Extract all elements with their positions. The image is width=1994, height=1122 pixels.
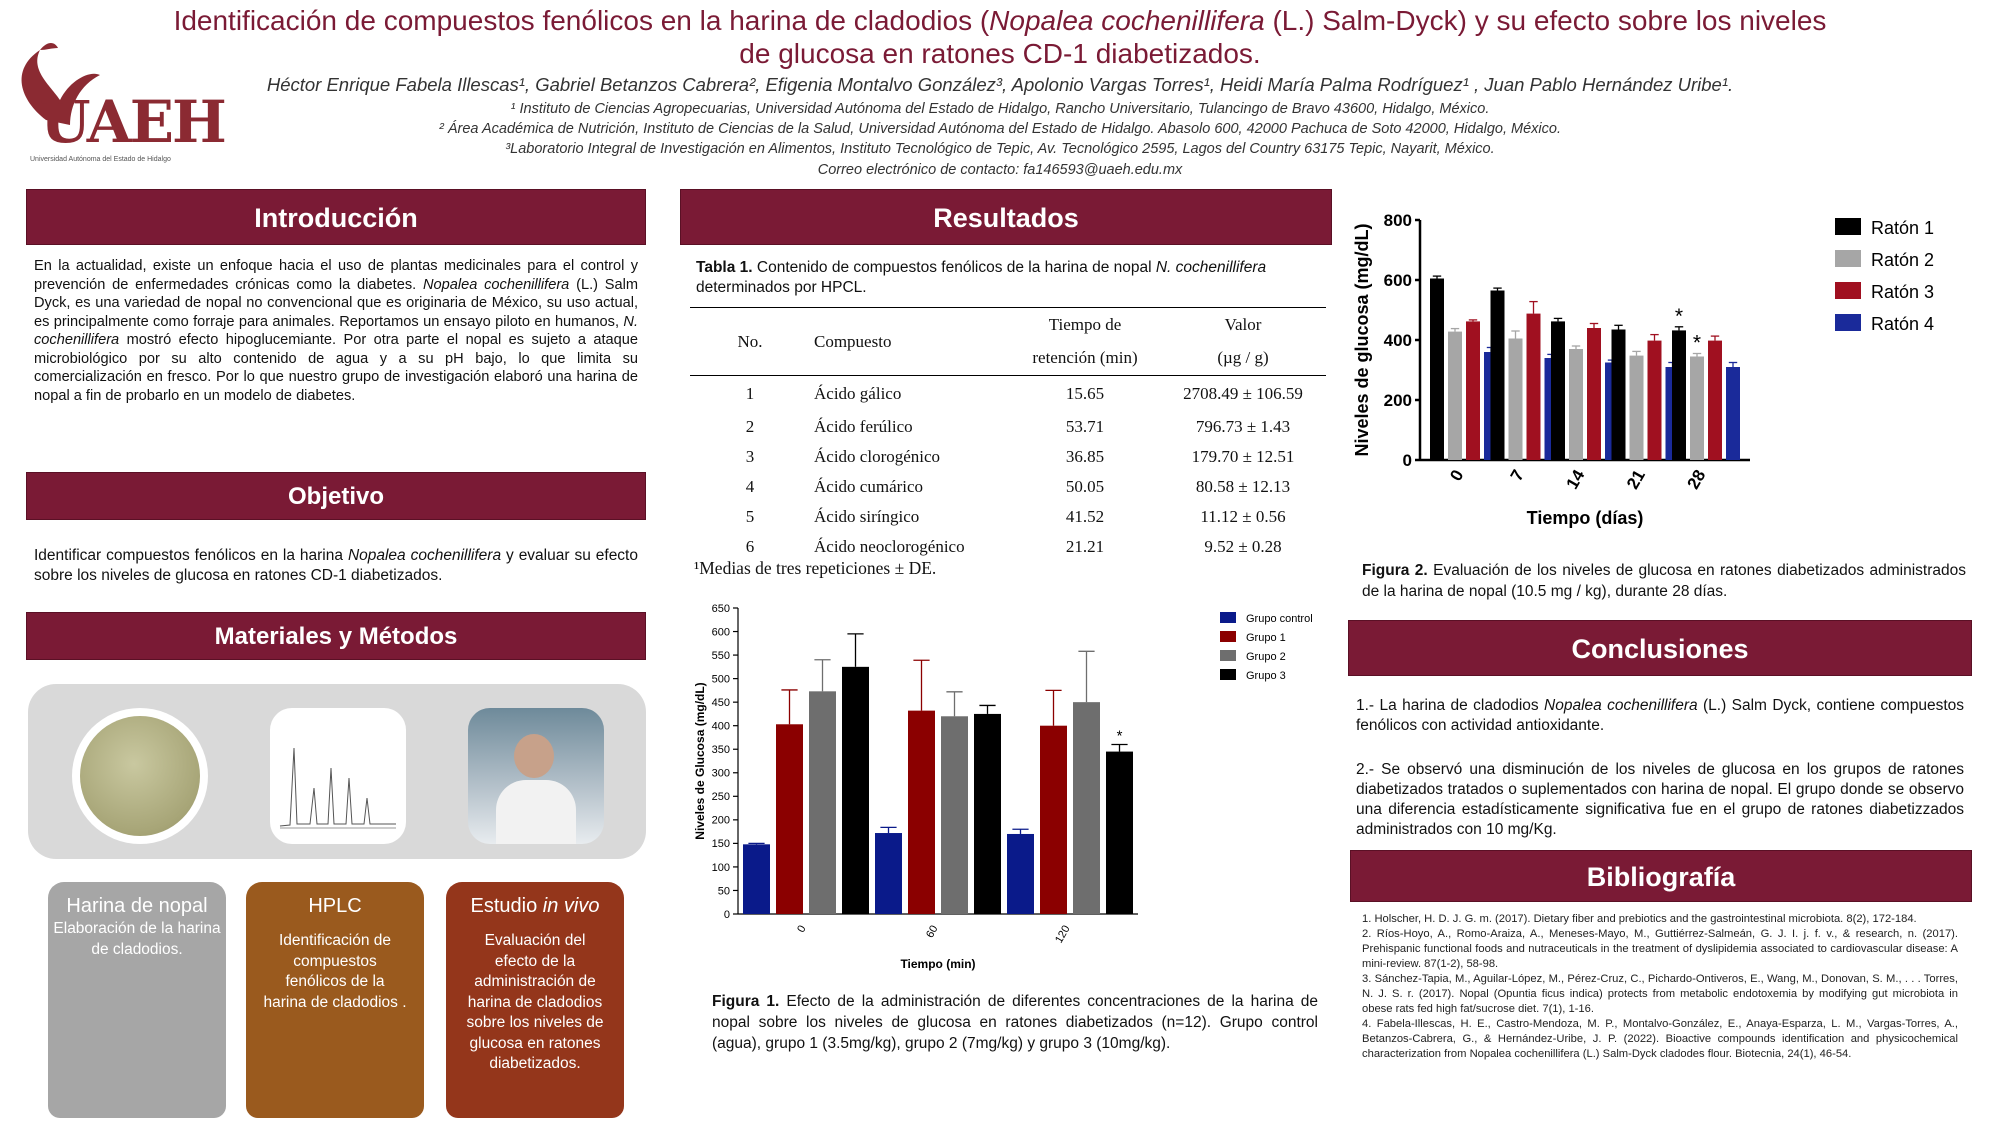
- legend-swatch: [1220, 650, 1236, 661]
- legend-label: Ratón 2: [1871, 250, 1935, 270]
- poster-title: [120, 4, 1880, 70]
- card-text: Identificación de compuestos fenólicos de la harina de cladodios .: [263, 932, 407, 1011]
- figure-1-caption-text: Efecto de la administración de diferentes concentraciones de la harina de nopal sobre los niveles de glucosa en ratones diabetizados (n=12). Grupo control (agua), grupo 1 (3.5mg/kg), grupo 2 (7mg/kg) y grupo 3 (10mg/kg).: [712, 993, 1318, 1052]
- table-footnote: ¹Medias de tres repeticiones ± DE.: [694, 558, 937, 578]
- y-tick-label: 500: [711, 673, 730, 686]
- intro-species-short: N. cochenillifera: [34, 313, 638, 348]
- th-valor-1: Valor: [1224, 314, 1262, 334]
- legend-swatch: [1220, 612, 1236, 623]
- legend-label: Grupo control: [1246, 613, 1313, 625]
- card-text: Evaluación del efecto de la administración de harina de cladodios sobre los niveles de glucosa en ratones diabetizados.: [466, 932, 604, 1072]
- contact-email: Correo electrónico de contacto: fa146593@uaeh.edu.mx: [817, 162, 1183, 178]
- bar: [1448, 332, 1462, 460]
- bar: [1612, 330, 1626, 461]
- table-cell-valor: 796.73 ± 1.43: [1195, 416, 1291, 436]
- bar: [1690, 357, 1704, 461]
- legend-swatch: [1220, 631, 1236, 642]
- x-axis-label: Tiempo (min): [900, 957, 976, 971]
- card-title: [446, 882, 624, 919]
- table-caption: [696, 258, 1316, 298]
- logo-wordmark: UAEH: [40, 88, 225, 156]
- th-compuesto: Compuesto: [814, 331, 892, 351]
- researcher-coat: [496, 780, 576, 844]
- table-cell-tiempo: 15.65: [1065, 383, 1105, 403]
- table-caption-text: Contenido de compuestos fenólicos de la harina de nopal: [752, 259, 1156, 276]
- bar: [1527, 314, 1541, 460]
- x-tick-label: 14: [1562, 466, 1589, 493]
- table-cell-compuesto: Ácido neoclorogénico: [814, 536, 965, 556]
- legend-label: Ratón 4: [1871, 314, 1935, 334]
- bar: [1106, 752, 1133, 914]
- affiliation-3: ³Laboratorio Integral de Investigación en Alimentos, Instituto Tecnológico de Tepic, Av. Tecnológico 2595, Lagos del Country 63175 Tepic, Nayarit, México.: [505, 141, 1495, 157]
- legend-swatch: [1835, 250, 1861, 267]
- legend-swatch: [1835, 314, 1861, 331]
- table-caption-species: N. cochenillifera: [1155, 259, 1267, 276]
- card-text: Elaboración de la harina de cladodios.: [53, 920, 221, 958]
- bar: [1430, 279, 1444, 461]
- bar: [809, 691, 836, 914]
- y-tick-label: 0: [1402, 450, 1412, 470]
- bar: [1726, 367, 1740, 460]
- objetivo-species: Nopalea cochenillifera: [347, 547, 502, 564]
- authors: Héctor Enrique Fabela Illescas¹, Gabriel Betanzos Cabrera², Efigenia Montalvo González³, Apolonio Vargas Torres¹, Heidi María Palma Rodríguez¹ , Juan Pablo Hernández Uribe¹.: [266, 74, 1734, 95]
- bar: [1040, 726, 1067, 914]
- y-tick-label: 0: [723, 908, 730, 921]
- th-tiempo-2: retención (min): [1032, 348, 1138, 368]
- legend-label: Grupo 3: [1246, 670, 1286, 682]
- bar: [875, 833, 902, 914]
- metodos-image-strip: [28, 684, 646, 859]
- conclusion-1: [1356, 696, 1964, 736]
- logo-caption: Universidad Autónoma del Estado de Hidalgo: [30, 156, 171, 163]
- y-tick-label: 600: [1383, 270, 1412, 290]
- title-species: Nopalea cochenillifera: [989, 5, 1265, 36]
- card-title-a: Estudio: [470, 895, 543, 917]
- legend-swatch: [1220, 669, 1236, 680]
- y-tick-label: 400: [711, 720, 730, 733]
- researcher-head: [514, 734, 554, 778]
- y-tick-label: 150: [711, 838, 730, 851]
- flour-photo-frame: [72, 708, 208, 844]
- title-part-2: (L.) Salm-Dyck) y su efecto sobre los niveles: [1264, 5, 1827, 36]
- x-axis-label: Tiempo (días): [1526, 508, 1644, 528]
- reference-item: 2. Ríos-Hoyo, A., Romo-Araiza, A., Meneses-Mayo, M., Guttiérrez-Salmeán, G. J. I. j. f. v., & research, n. (2017). Prehispanic functional foods and nutraceuticals in the treatment of dyslipidemia associated to cardiovascular disease: A mini-review. 87(1-2), 58-98.: [1362, 928, 1958, 970]
- bar: [1551, 321, 1565, 460]
- bar: [1672, 330, 1686, 460]
- figure-1-caption-bold: Figura 1.: [712, 993, 780, 1010]
- phenolics-table: [690, 307, 1326, 562]
- card-title: HPLC: [308, 895, 362, 917]
- x-tick-label: 21: [1623, 466, 1649, 493]
- y-tick-label: 400: [1383, 330, 1412, 350]
- x-tick-label: 0: [1446, 466, 1468, 485]
- table-cell-compuesto: Ácido clorogénico: [814, 446, 941, 466]
- metodos-banner: Materiales y Métodos: [26, 612, 646, 660]
- figure-1-caption: [712, 991, 1318, 1054]
- nopal-flour-photo: [80, 716, 200, 836]
- bar: [1466, 321, 1480, 460]
- objetivo-p2: y evaluar su efecto sobre los niveles de glucosa en ratones CD-1 diabetizados.: [34, 547, 638, 584]
- th-valor-2: (µg / g): [1217, 348, 1269, 368]
- bar: [776, 724, 803, 914]
- bar: [1648, 341, 1662, 460]
- figure-2-caption-text: Evaluación de los niveles de glucosa en ratones diabetizados administrados de la harina de nopal (10.5 mg / kg), durante 28 días.: [1362, 562, 1966, 600]
- card-title-b: in vivo: [542, 895, 600, 917]
- table-cell-tiempo: 41.52: [1065, 506, 1105, 526]
- y-tick-label: 200: [1383, 390, 1412, 410]
- table-cell-no: 3: [745, 446, 755, 466]
- table-cell-valor: 179.70 ± 12.51: [1191, 446, 1295, 466]
- y-tick-label: 800: [1383, 210, 1412, 230]
- intro-species: Nopalea cochenillifera: [422, 276, 570, 293]
- bar: [941, 716, 968, 914]
- intro-p1: En la actualidad, existe un enfoque hacia el uso de plantas medicinales para el control y prevención de enfermedades crónicas como la diabetes.: [34, 258, 638, 293]
- table-row: [690, 472, 1326, 502]
- legend-swatch: [1835, 218, 1861, 235]
- y-tick-label: 350: [711, 744, 730, 757]
- table-cell-valor: 80.58 ± 12.13: [1195, 476, 1291, 496]
- bar: [1073, 702, 1100, 914]
- hplc-chromatogram-image: [270, 708, 406, 844]
- table-cell-compuesto: Ácido ferúlico: [814, 416, 913, 436]
- table-cell-no: 5: [745, 506, 755, 526]
- conclusion-2: 2.- Se observó una disminución de los niveles de glucosa en los grupos de ratones diabetizados tratados o suplementados con harina de nopal. El grupo donde se observo una diferencia estadísticamente significativa fue en el grupo de ratones diabetizzados administrados con 10 mg/Kg.: [1356, 761, 1964, 838]
- figure-2-caption: [1362, 560, 1966, 602]
- method-card-in-vivo: [446, 882, 624, 1118]
- intro-p3: mostró efecto hipoglucemiante. Por otra parte el nopal es sujeto a ataque microbiológico por su alto contenido de agua y a su pH bajo, lo que limita su comercialización en fresco. Por lo que nuestro grupo de investigación elaboró una harina de nopal a fin de probarlo en un modelo de diabetes.: [34, 332, 638, 404]
- table-caption-bold: Tabla 1.: [696, 259, 753, 276]
- conclusion-1-b: (L.) Salm Dyck, contiene compuestos fenólicos con actividad antioxidante.: [1356, 697, 1964, 734]
- y-tick-label: 300: [711, 767, 730, 780]
- table-cell-no: 1: [745, 383, 755, 403]
- significance-marker: *: [1692, 331, 1702, 355]
- y-tick-label: 600: [711, 626, 730, 639]
- y-axis-label: Niveles de Glucosa (mg/dL): [693, 682, 707, 840]
- legend-label: Ratón 1: [1871, 218, 1935, 238]
- table-cell-valor: 2708.49 ± 106.59: [1183, 383, 1303, 403]
- table-row: [690, 412, 1326, 442]
- x-tick-label: 28: [1683, 466, 1710, 493]
- bar: [1569, 349, 1583, 460]
- legend-swatch: [1835, 282, 1861, 299]
- card-title: Harina de nopal: [66, 895, 208, 917]
- figure-2-chart: [1350, 198, 1980, 550]
- figure-2-caption-bold: Figura 2.: [1362, 562, 1428, 579]
- table-cell-tiempo: 50.05: [1065, 476, 1105, 496]
- x-tick-label: 120: [1053, 923, 1073, 946]
- significance-marker: *: [1674, 304, 1684, 328]
- chromatogram-icon: [270, 708, 406, 844]
- bar: [1587, 328, 1601, 460]
- title-line-2: de glucosa en ratones CD-1 diabetizados.: [739, 38, 1261, 69]
- reference-item: 4. Fabela-Illescas, H. E., Castro-Mendoza, M. P., Montalvo-González, E., Anaya-Esparza, L. M., Vargas-Torres, A., Betanzos-Cabrera, G., & Hernández-Uribe, J. P. (2022). Bioactive compounds identification and physicochemical characterization from Nopalea cochenillifera (L.) Salm-Dyck cladodes flour. Biotecnia, 24(1), 46-54.: [1362, 1018, 1958, 1060]
- conclusion-1-species: Nopalea cochenillifera: [1544, 697, 1698, 714]
- affiliation-1: ¹ Instituto de Ciencias Agropecuarias, Universidad Autónoma del Estado de Hidalgo, Rancho Universitario, Tulancingo de Bravo 43600, Hidalgo, México.: [510, 101, 1490, 117]
- bar: [842, 667, 869, 914]
- conclusion-1-a: 1.- La harina de cladodios: [1356, 697, 1545, 714]
- bar: [743, 844, 770, 914]
- lab-researcher-photo: [468, 708, 604, 844]
- th-no: No.: [737, 331, 763, 351]
- method-card-hplc: [246, 882, 424, 1118]
- bar: [974, 714, 1001, 914]
- significance-marker: *: [1116, 727, 1123, 745]
- y-tick-label: 450: [711, 697, 730, 710]
- th-tiempo-1: Tiempo de: [1048, 314, 1122, 334]
- figure-1-chart: [690, 598, 1335, 988]
- table-body: [690, 376, 1326, 562]
- affiliation-2: ² Área Académica de Nutrición, Instituto de Ciencias de la Salud, Universidad Autónoma del Estado de Hidalgo. Abasolo 600, 42000 Pachuca de Soto 42000, Hidalgo, México.: [438, 121, 1561, 137]
- table-cell-valor: 11.12 ± 0.56: [1200, 506, 1286, 526]
- x-tick-label: 60: [924, 923, 941, 941]
- y-tick-label: 650: [711, 602, 730, 615]
- y-tick-label: 50: [717, 885, 730, 898]
- method-card-harina: [48, 882, 226, 1118]
- reference-item: 1. Holscher, H. D. J. G. m. (2017). Dietary fiber and prebiotics and the gastrointestinal microbiota. 8(2), 172-184.: [1362, 913, 1917, 925]
- y-tick-label: 250: [711, 791, 730, 804]
- table-cell-compuesto: Ácido siríngico: [814, 506, 920, 526]
- bibliografia-banner: Bibliografía: [1350, 850, 1972, 902]
- bar: [1491, 291, 1505, 461]
- x-tick-label: 7: [1506, 466, 1528, 485]
- y-tick-label: 200: [711, 814, 730, 827]
- x-tick-label: 0: [795, 923, 809, 935]
- legend-label: Grupo 2: [1246, 651, 1286, 663]
- table-cell-no: 4: [745, 476, 755, 496]
- intro-text: [34, 257, 638, 405]
- intro-p2: (L.) Salm Dyck, es una variedad de nopal no convencional que es originaria de México, su uso actual, es principalmente como forraje para animales. Reportamos un ensayo piloto en humanos,: [34, 276, 639, 330]
- table-cell-valor: 9.52 ± 0.28: [1204, 536, 1282, 556]
- table-row: [690, 502, 1326, 532]
- table-row: [690, 376, 1326, 412]
- bar: [908, 711, 935, 914]
- bar: [1630, 356, 1644, 460]
- table-cell-no: 2: [745, 416, 755, 436]
- references-list: [1362, 912, 1958, 1062]
- conclusiones-banner: Conclusiones: [1348, 620, 1972, 676]
- reference-item: 3. Sánchez-Tapia, M., Aguilar-López, M., Pérez-Cruz, C., Pichardo-Ontiveros, E., Wang, M., Donovan, S. M., . . . Torres, N. J. S. r. (2017). Nopal (Opuntia ficus indica) protects from metabolic endotoxemia by modifying gut microbiota in obese rats fed high fat/sucrose diet. 7(1), 1-16.: [1362, 973, 1958, 1015]
- bar: [1708, 341, 1722, 460]
- legend-label: Grupo 1: [1246, 632, 1286, 644]
- legend-label: Ratón 3: [1871, 282, 1935, 302]
- table-header-row-1: [690, 308, 1326, 342]
- table-cell-tiempo: 36.85: [1065, 446, 1105, 466]
- table-cell-compuesto: Ácido gálico: [814, 383, 902, 403]
- title-part-1: Identificación de compuestos fenólicos en la harina de cladodios (: [173, 5, 990, 36]
- objetivo-p1: Identificar compuestos fenólicos en la harina: [34, 547, 348, 564]
- table-cell-tiempo: 53.71: [1065, 416, 1105, 436]
- table-cell-compuesto: Ácido cumárico: [814, 476, 924, 496]
- table-caption-end: determinados por HPCL.: [696, 279, 867, 296]
- resultados-banner: Resultados: [680, 189, 1332, 245]
- intro-banner: Introducción: [26, 189, 646, 245]
- table-cell-tiempo: 21.21: [1065, 536, 1105, 556]
- objetivo-text: [34, 546, 638, 586]
- objetivo-banner: Objetivo: [26, 472, 646, 520]
- y-tick-label: 100: [711, 861, 730, 874]
- bar: [1509, 339, 1523, 461]
- y-tick-label: 550: [711, 649, 730, 662]
- table-row: [690, 532, 1326, 562]
- table-cell-no: 6: [745, 536, 755, 556]
- table-row: [690, 442, 1326, 472]
- bar: [1007, 834, 1034, 914]
- y-axis-label: Niveles de glucosa (mg/dL): [1352, 223, 1372, 457]
